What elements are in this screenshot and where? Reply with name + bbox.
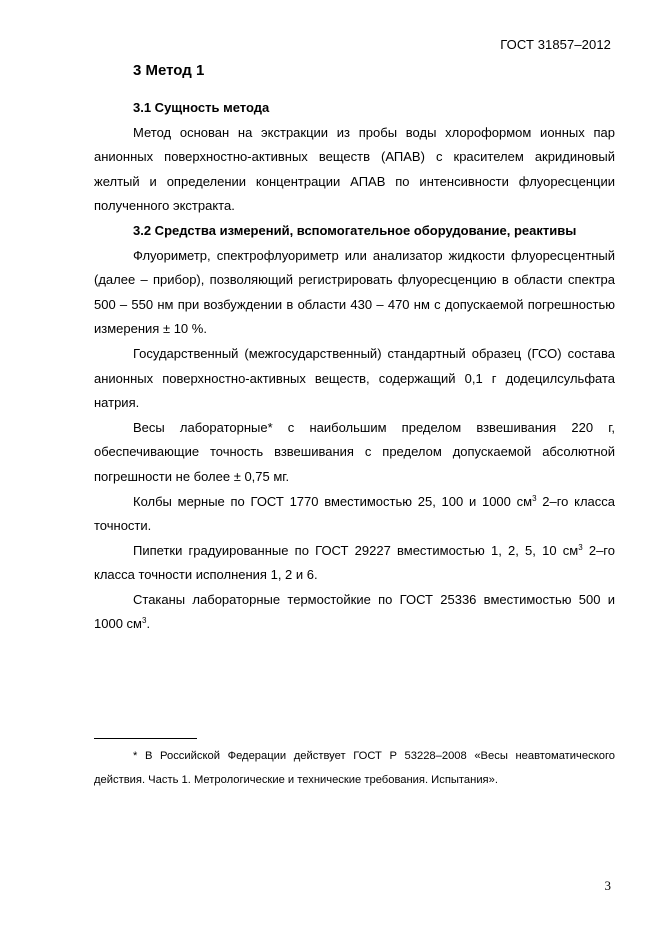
footnote-divider	[94, 738, 197, 739]
beakers-superscript: 3	[141, 616, 147, 626]
flasks-superscript: 3	[532, 493, 537, 503]
subsection-3-2-title: 3.2 Средства измерений, вспомогательное оборудование, реактивы	[133, 222, 577, 238]
paragraph-beakers	[94, 588, 615, 637]
paragraph-fluorimeter: Флуориметр, спектрофлуориметр или анализатор жидкости флуоресцентный (далее – прибор), позволяющий регистрировать флуоресценцию в области спектра 500 – 550 нм при возбуждении в области 430 – 470 нм с допускаемой погрешностью измерения ± 10 %.	[94, 247, 615, 337]
pipettes-text: Пипетки градуированные по ГОСТ 29227 вместимостью 1, 2, 5, 10 см	[133, 542, 579, 558]
footnote-text: * В Российской Федерации действует ГОСТ Р 53228–2008 «Весы неавтоматического действия. Часть 1. Метрологические и технические требования. Испытания».	[94, 750, 615, 786]
flasks-text: Колбы мерные по ГОСТ 1770 вместимостью 25, 100 и 1000 см	[133, 493, 533, 509]
footnote	[94, 745, 615, 792]
page-number: 3	[604, 878, 611, 893]
paragraph-flasks	[94, 490, 615, 539]
subsection-3-1-title: 3.1 Сущность метода	[133, 100, 270, 115]
beakers-text: Стаканы лабораторные термостойкие по ГОСТ 25336 вместимостью 500 и 1000 см	[94, 591, 615, 632]
pipettes-superscript: 3	[578, 542, 583, 552]
paragraph-scales: Весы лабораторные* с наибольшим пределом взвешивания 220 г, обеспечивающие точность взвешивания с пределом допускаемой абсолютной погрешности не более ± 0,75 мг.	[94, 419, 615, 484]
paragraph-pipettes	[94, 539, 615, 588]
main-content	[94, 96, 615, 637]
beakers-text-end: .	[146, 616, 151, 632]
flasks-text-end: 2–го класса точности.	[94, 493, 616, 534]
standard-code-header: ГОСТ 31857–2012	[500, 37, 611, 52]
subsection-3-1-text: Метод основан на экстракции из пробы воды хлороформом ионных пар анионных поверхностно-активных веществ (АПАВ) с красителем акридиновый желтый и определении концентрации АПАВ по интенсивности флуоресценции полученного экстракта.	[94, 124, 615, 214]
section-title: 3 Метод 1	[133, 62, 205, 79]
pipettes-text-end: 2–го класса точности исполнения 1, 2 и 6.	[94, 542, 615, 583]
paragraph-standard-sample: Государственный (межгосударственный) стандартный образец (ГСО) состава анионных поверхностно-активных веществ, содержащий 0,1 г додецилсульфата натрия.	[94, 345, 615, 411]
